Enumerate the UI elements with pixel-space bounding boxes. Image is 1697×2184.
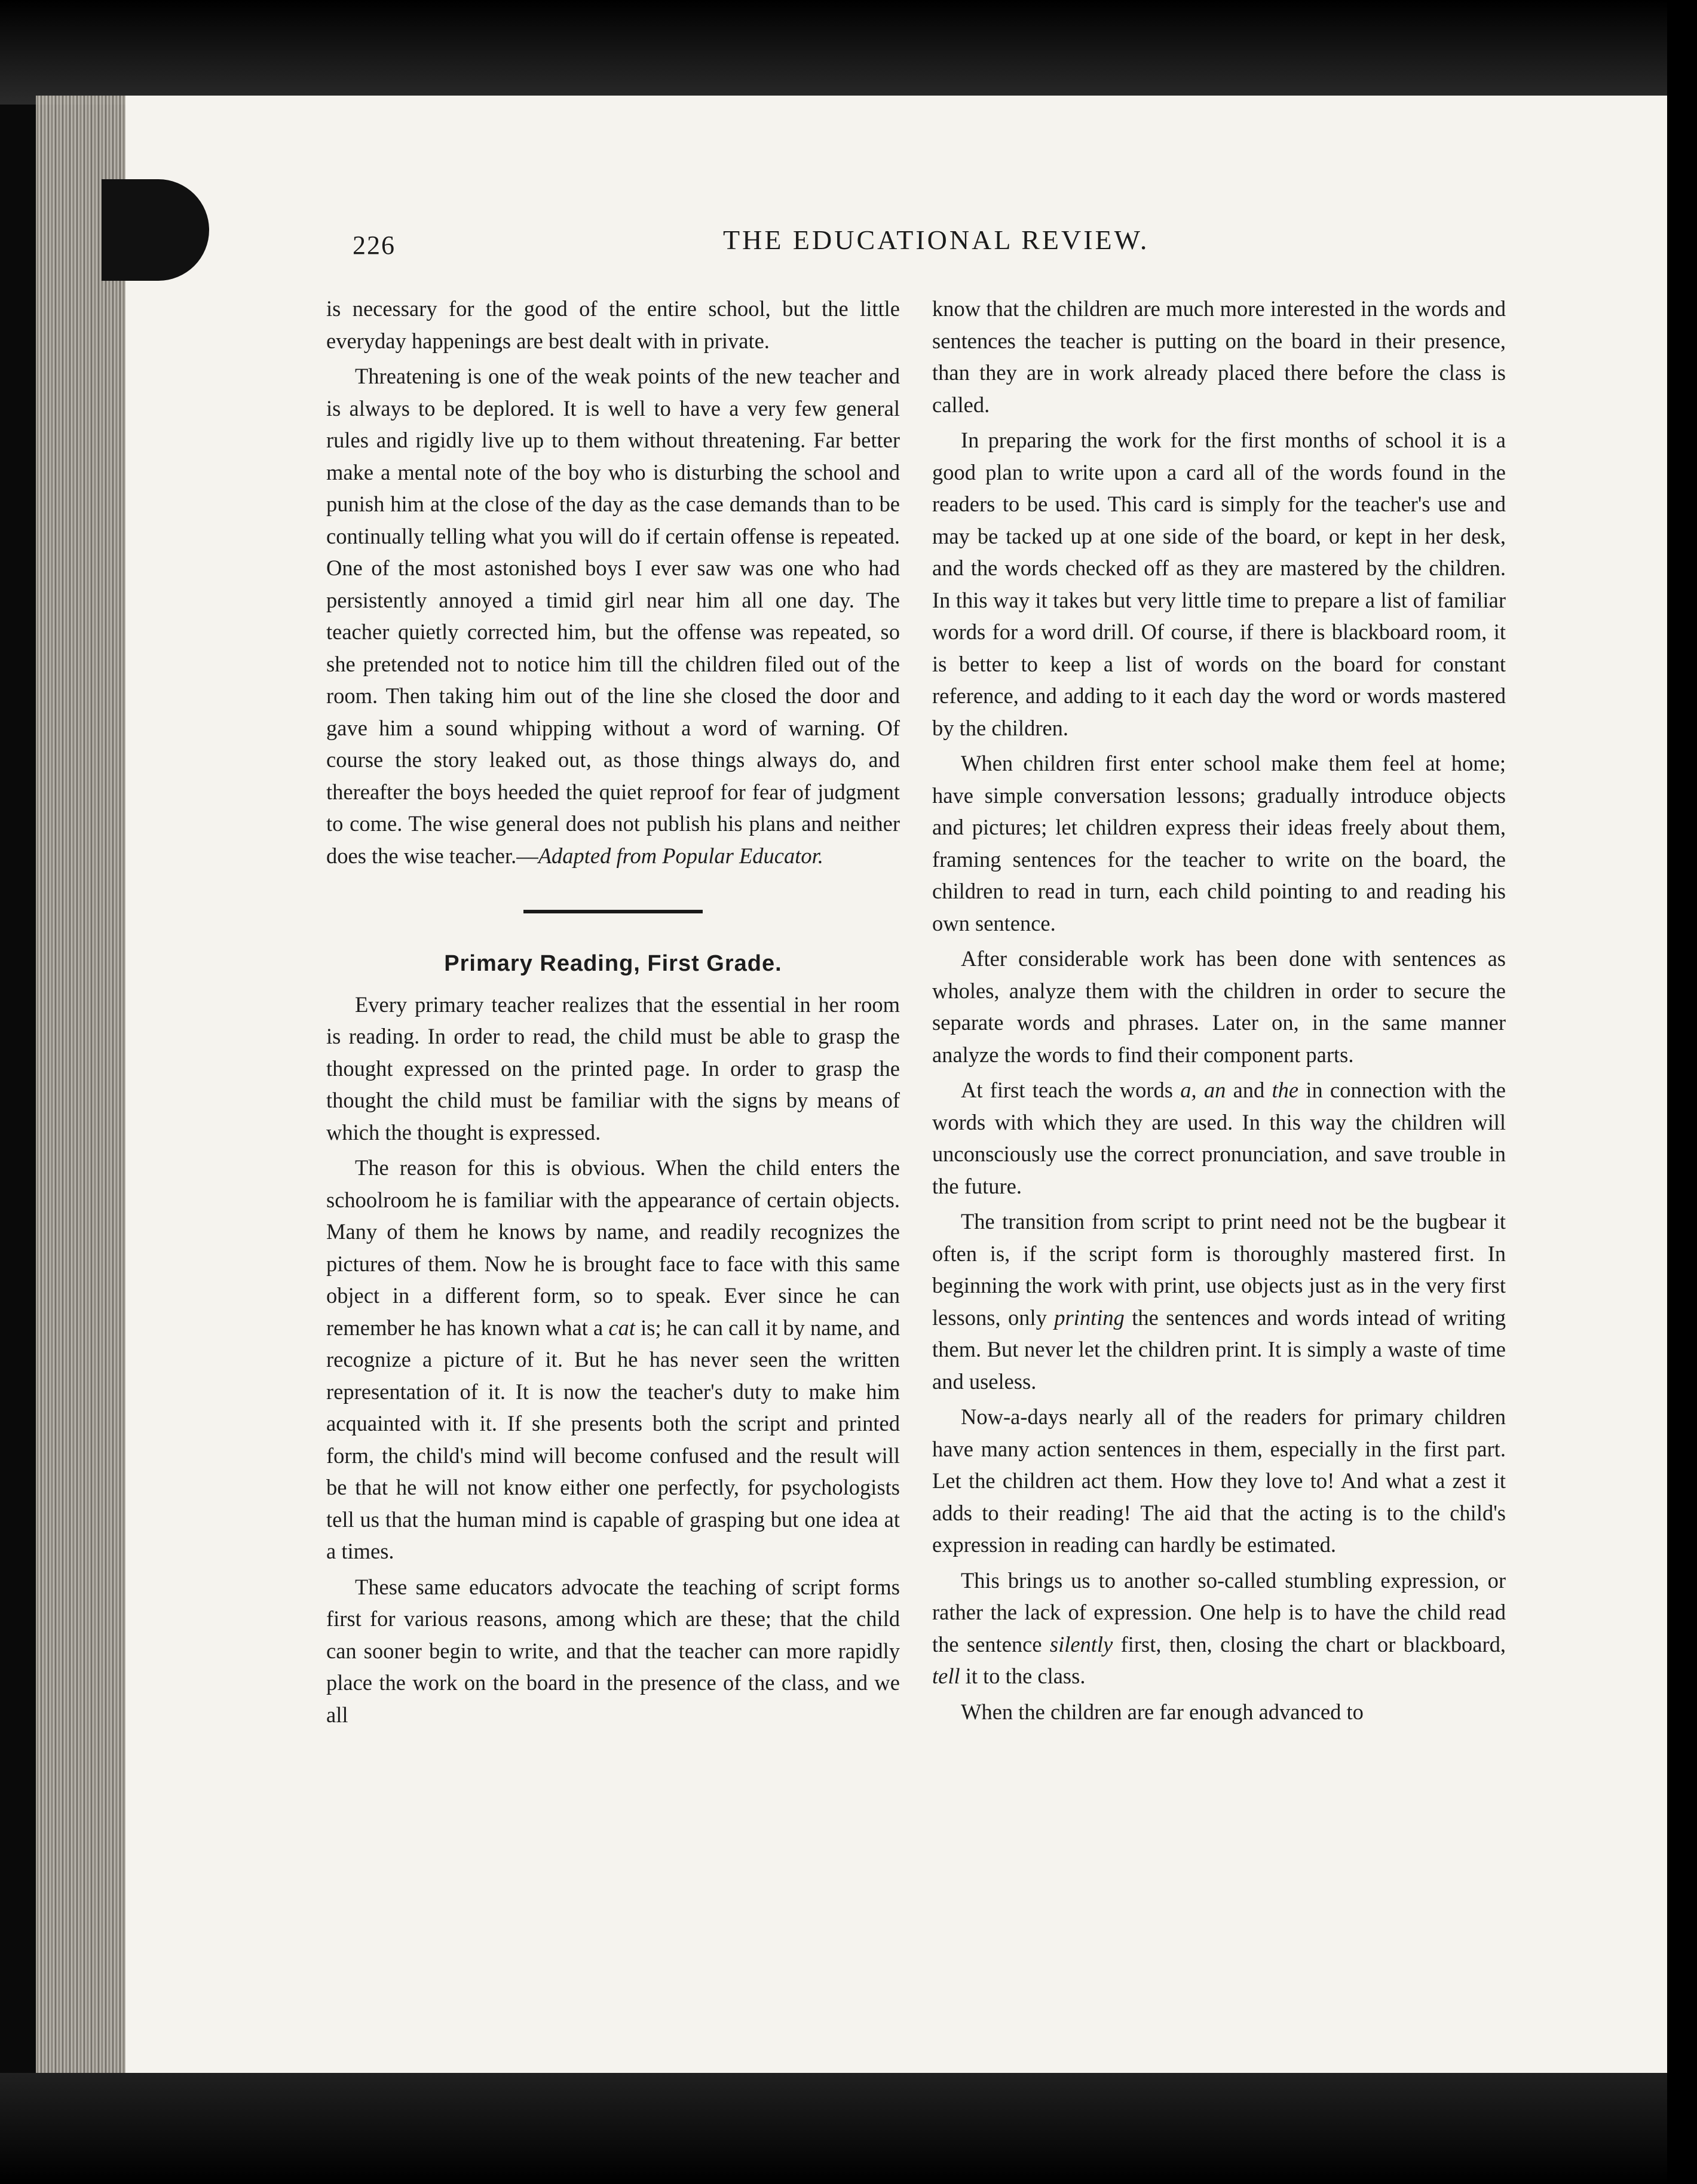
attribution: Adapted from Popular Educator.: [538, 843, 823, 868]
p6-printing: printing: [1054, 1305, 1125, 1330]
scan-bottom-shadow: [0, 2073, 1697, 2184]
left-column: [326, 293, 900, 1731]
p5-and: and: [1226, 1078, 1272, 1102]
p8-text-b: first, then, closing the chart or blackboard,: [1113, 1631, 1506, 1657]
book-page-edges: [36, 96, 125, 2085]
p4-text-a: The reason for this is obvious. When the child enters the schoolroom he is familiar with the appearance of certain objects. Many of them he knows by name, and readily recognizes the pictures of them. Now he is brought face to face with this same object in a different form, so to speak. Ever since he can remember he has known what a: [326, 1155, 900, 1340]
left-paragraph-3: Every primary teacher realizes that the essential in her room is reading. In order to read, the child must be able to grasp the thought expressed on the printed page. In order to grasp the thought the child must be familiar with the signs by means of which the thought is expressed.: [326, 992, 900, 1145]
right-paragraph-8: [932, 1565, 1506, 1692]
p6-text-a: The transition from script to print need not be the bugbear it often is, if the script form is thoroughly mastered first. In beginning the work with print, use objects just as in the very first lessons, only: [932, 1209, 1506, 1330]
p5-text-a: At first teach the words: [961, 1078, 1181, 1102]
p8-text-c: it to the class.: [960, 1664, 1086, 1688]
p5-the: the: [1272, 1078, 1299, 1102]
right-paragraph-2: In preparing the work for the first months of school it is a good plan to write upon a card all of the words found in the readers to be used. This card is simply for the teacher's use and may be tacked up at one side of the board, or kept in her desk, and the words checked off as they are mastered by the children. In this way it takes but very little time to prepare a list of familiar words for a word drill. Of course, if there is blackboard room, it is better to keep a list of words on the board for constant reference, and adding to it each day the word or words mastered by the children.: [932, 428, 1506, 740]
right-paragraph-3: When children first enter school make them feel at home; have simple conversation lessons; gradually introduce objects and pictures; let children express their ideas freely about them, framing sentences for the teacher to write on the board, the children to read in turn, each child pointing to and reading his own sentence.: [932, 751, 1506, 935]
section-divider: [523, 910, 703, 913]
p5-a-an: a, an: [1180, 1078, 1226, 1102]
p6-text-b: the sentences and words intead of writing them. But never let the children print. It is simply a waste of time and useless.: [932, 1305, 1506, 1394]
scan-right-edge: [1667, 0, 1697, 2184]
right-paragraph-5: [932, 1074, 1506, 1202]
p8-text-a: This brings us to another so-called stumbling expression, or rather the lack of expression. One help is to have the child read the sentence: [932, 1568, 1506, 1657]
left-paragraph-1: is necessary for the good of the entire school, but the little everyday happenings are best dealt with in private.: [326, 296, 900, 353]
p4-text-b: is; he can call it by name, and recognize a picture of it. But he has never seen the written representation of it. It is now the teacher's duty to make him acquainted with it. If she presents both the script and printed form, the child's mind will become confused and the result will be that he will not know either one perfectly, for psychologists tell us that the human mind is capable of grasping but one idea at a times.: [326, 1315, 900, 1563]
section-heading: Primary Reading, First Grade.: [444, 951, 782, 976]
page-number: 226: [353, 231, 396, 260]
threatening-text: Threatening is one of the weak points of the new teacher and is always to be deplored. It is well to have a very few general rules and rigidly live up to them without threatening. Far better make a mental note of the boy who is disturbing the school and punish him at the close of the day as the case demands than to be continually telling what you will do if certain offense is repeated. One of the most astonished boys I ever saw was one who had persistently annoyed a timid girl near him all one day. The teacher quietly corrected him, but the offense was repeated, so she pretended not to notice him till the children filed out of the room. Then taking him out of the line she closed the door and gave him a sound whipping without a word of warning. Of course the story leaked out, as those things always do, and thereafter the boys heeded the quiet reproof for fear of judgment to come. The wise general does not publish his plans and neither does the wise teacher.—: [326, 364, 900, 868]
p4-cat: cat: [608, 1315, 635, 1340]
left-paragraph-5: These same educators advocate the teaching of script forms first for various reasons, among which are these; that the child can sooner begin to write, and that the teacher can more rapidly place the work on the board in the presence of the class, and we all: [326, 1574, 900, 1727]
p8-silently: silently: [1049, 1631, 1113, 1657]
running-head: [0, 225, 1697, 272]
p8-tell: tell: [932, 1664, 960, 1688]
p5-text-b: in connection with the words with which they are used. In this way the children will unconsciously use the correct pronunciation, and save trouble in the future.: [932, 1078, 1506, 1198]
right-paragraph-4: After considerable work has been done with sentences as wholes, analyze them with the children in order to secure the separate words and phrases. Later on, in the same manner analyze the words to find their component parts.: [932, 946, 1506, 1067]
left-paragraph-4: [326, 1152, 900, 1568]
left-paragraph-2: [326, 360, 900, 872]
right-paragraph-7: Now-a-days nearly all of the readers for primary children have many action sentences in them, especially in the first part. Let the children act them. How they love to! And what a zest it adds to their reading! The aid that the acting is to the child's expression in reading can hardly be estimated.: [932, 1404, 1506, 1557]
right-column: [932, 293, 1506, 1728]
scan-top-shadow: [0, 0, 1697, 105]
right-paragraph-6: [932, 1206, 1506, 1397]
journal-title: THE EDUCATIONAL REVIEW.: [723, 225, 1150, 255]
right-paragraph-9: When the children are far enough advanced to: [961, 1699, 1364, 1724]
right-paragraph-1: know that the children are much more interested in the words and sentences the teacher is putting on the board in their presence, than they are in work already placed there before the class is called.: [932, 296, 1506, 417]
